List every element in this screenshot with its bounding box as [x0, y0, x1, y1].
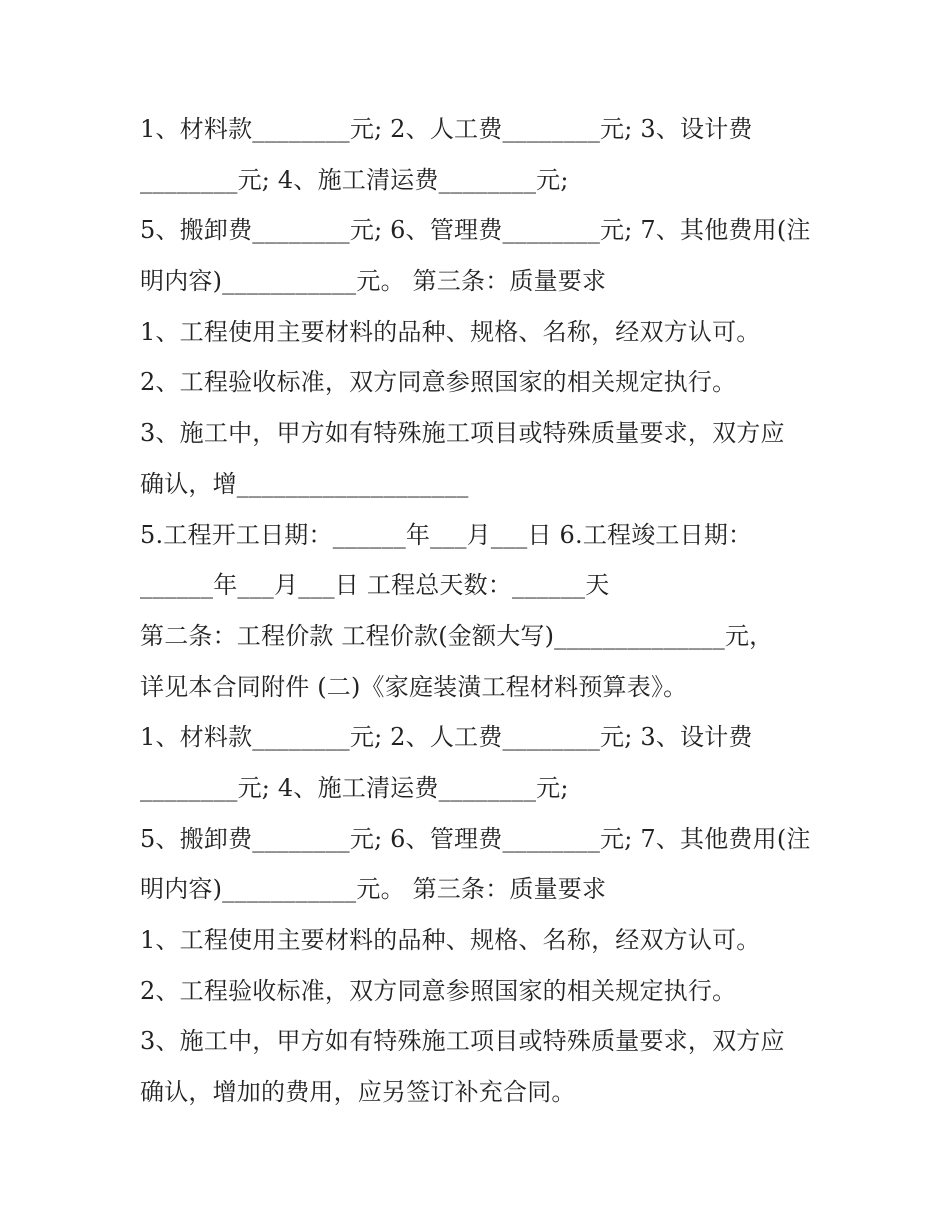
text-line-15: 5、搬卸费________元; 6、管理费________元; 7、其他费用(注	[140, 824, 811, 853]
text-line-20: 确认，增加的费用，应另签订补充合同。	[140, 1078, 576, 1107]
text-line-4: 明内容)___________元。 第三条：质量要求	[140, 267, 607, 296]
text-line-11: 第二条：工程价款 工程价款(金额大写)______________元，	[140, 621, 774, 650]
text-line-8: 确认，增___________________	[140, 469, 469, 498]
text-line-14: ________元; 4、施工清运费________元;	[140, 773, 569, 802]
text-line-18: 2、工程验收标准，双方同意参照国家的相关规定执行。	[140, 976, 737, 1005]
text-line-19: 3、施工中，甲方如有特殊施工项目或特殊质量要求，双方应	[140, 1027, 785, 1056]
text-line-9: 5.工程开工日期：______年___月___日 6.工程竣工日期：	[140, 520, 753, 549]
text-line-2: ________元; 4、施工清运费________元;	[140, 165, 569, 194]
text-line-5: 1、工程使用主要材料的品种、规格、名称，经双方认可。	[140, 317, 761, 346]
text-line-1: 1、材料款________元; 2、人工费________元; 3、设计费	[140, 115, 753, 143]
text-line-7: 3、施工中，甲方如有特殊施工项目或特殊质量要求，双方应	[140, 419, 785, 448]
text-line-3: 5、搬卸费________元; 6、管理费________元; 7、其他费用(注	[140, 216, 811, 245]
text-line-16: 明内容)___________元。 第三条：质量要求	[140, 875, 607, 904]
text-line-13: 1、材料款________元; 2、人工费________元; 3、设计费	[140, 723, 753, 752]
text-line-10: ______年___月___日 工程总天数：______天	[140, 571, 610, 600]
text-line-6: 2、工程验收标准，双方同意参照国家的相关规定执行。	[140, 368, 737, 397]
document-body	[140, 104, 820, 1118]
text-line-17: 1、工程使用主要材料的品种、规格、名称，经双方认可。	[140, 926, 761, 954]
text-line-12: 详见本合同附件 (二)《家庭装潢工程材料预算表》。	[140, 672, 688, 701]
